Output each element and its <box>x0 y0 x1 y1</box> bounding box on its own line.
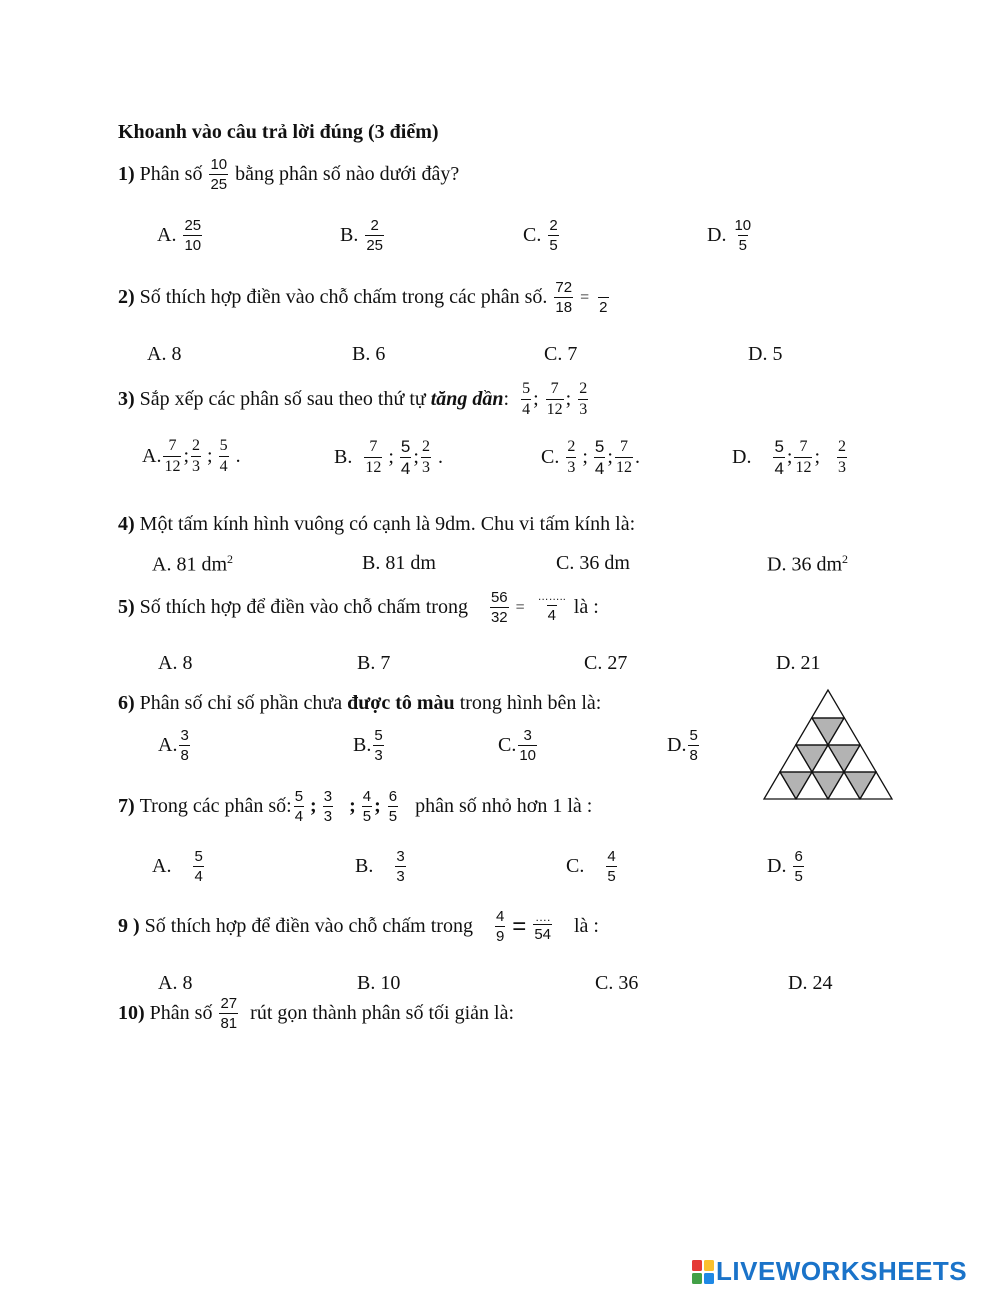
q7-option-d[interactable]: D. $\frac{6}{5}$ <box>767 848 803 885</box>
q2-option-d[interactable]: D. 5 <box>748 343 783 365</box>
q4-option-a[interactable]: A. 81 $dm^2$ <box>152 552 233 576</box>
shaded-triangle <box>796 745 828 772</box>
shaded-triangle <box>812 718 844 745</box>
triangle-figure <box>760 686 896 802</box>
q7-fraction-4: $\frac{6}{5}$ <box>388 788 398 825</box>
shaded-triangle <box>844 772 876 799</box>
q3-fraction-1: $\frac{5}{4}$ <box>522 380 531 418</box>
q7-text-post: phân số nhỏ hơn 1 là : <box>415 795 593 818</box>
q3-fraction-3: $\frac{2}{3}$ <box>579 380 588 418</box>
q3-number: 3) <box>118 388 135 411</box>
q7-number: 7) <box>118 795 135 818</box>
q7-fraction-3: $\frac{4}{5}$ <box>362 788 372 825</box>
q3-fraction-2: $\frac{7}{12}$ <box>546 380 563 418</box>
q2-option-a[interactable]: A. 8 <box>147 343 182 365</box>
q1-option-b[interactable]: B. $\frac{2}{25}$ <box>340 217 384 254</box>
q9-option-a[interactable]: A. 8 <box>158 972 193 994</box>
q5-text: Số thích hợp để điền vào chỗ chấm trong <box>139 596 468 619</box>
question-6 <box>118 692 601 715</box>
shaded-triangle <box>780 772 812 799</box>
q5-blank-fraction[interactable]: $\frac{\dots\dots..}{4}$ <box>537 591 566 624</box>
q6-option-b[interactable]: B. $\frac{5}{3}$ <box>353 727 383 764</box>
q2-fraction: $\frac{72}{18}$ <box>555 279 573 316</box>
question-1 <box>118 157 459 193</box>
q1-option-c[interactable]: C. $\frac{2}{5}$ <box>523 217 558 254</box>
question-4 <box>118 513 635 536</box>
q10-fraction: $\frac{27}{81}$ <box>220 995 238 1032</box>
q1-fraction: $\frac{10}{25}$ <box>210 156 228 193</box>
q2-number: 2) <box>118 286 135 309</box>
liveworksheets-logo <box>692 1256 967 1287</box>
q1-number: 1) <box>118 163 135 186</box>
q6-number: 6) <box>118 692 135 714</box>
q2-text: Số thích hợp điền vào chỗ chấm trong các phân số. <box>139 286 548 309</box>
q5-option-a[interactable]: A. 8 <box>158 652 193 674</box>
q7-option-b[interactable]: B. $\frac{3}{3}$ <box>355 848 405 885</box>
q10-number: 10) <box>118 1002 145 1025</box>
question-5 <box>118 590 599 626</box>
q9-fraction: $\frac{4}{9}$ <box>495 908 505 945</box>
q7-fraction-2: $\frac{3}{3}$ <box>323 788 333 825</box>
q3-option-b[interactable]: B. $\frac{7}{12}$ ; $\frac{5}{4}$ ; $\frac{2}{3}$ . <box>334 437 443 478</box>
q10-text-post: rút gọn thành phân số tối giản là: <box>250 1002 515 1025</box>
q6-option-d[interactable]: D. $\frac{5}{8}$ <box>667 727 698 764</box>
q3-text-pre: Sắp xếp các phân số sau theo thứ tự <box>139 388 426 411</box>
q9-text-post: là : <box>574 915 599 938</box>
q3-emphasis: tăng dần <box>430 388 504 411</box>
q1-text-pre: Phân số <box>139 163 203 186</box>
q7-fraction-1: $\frac{5}{4}$ <box>294 788 304 825</box>
q1-option-d[interactable]: D. $\frac{10}{5}$ <box>707 217 752 254</box>
q9-option-c[interactable]: C. 36 <box>595 972 639 994</box>
shaded-triangle <box>828 745 860 772</box>
liveworksheets-logo-icon <box>692 1259 716 1285</box>
q4-number: 4) <box>118 513 135 535</box>
q2-option-b[interactable]: B. 6 <box>352 343 386 365</box>
q7-option-c[interactable]: C. $\frac{4}{5}$ <box>566 848 616 885</box>
q6-text-post: trong hình bên là: <box>459 692 602 714</box>
q5-option-b[interactable]: B. 7 <box>357 652 391 674</box>
q9-text: Số thích hợp để điền vào chỗ chấm trong <box>144 915 473 938</box>
q7-text-pre: Trong các phân số: <box>139 795 292 818</box>
q5-number: 5) <box>118 596 135 619</box>
q4-option-b[interactable]: B. 81 dm <box>362 552 436 574</box>
q9-option-b[interactable]: B. 10 <box>357 972 401 994</box>
q5-option-c[interactable]: C. 27 <box>584 652 628 674</box>
section-heading: Khoanh vào câu trả lời đúng (3 điểm) <box>118 121 439 143</box>
question-10 <box>118 996 514 1032</box>
q9-option-d[interactable]: D. 24 <box>788 972 833 994</box>
q3-option-d[interactable]: D. $\frac{5}{4}$ ; $\frac{7}{12}$ ; $\frac{2}{3}$ <box>732 437 847 478</box>
q4-option-d[interactable]: D. 36 $dm^2$ <box>767 552 848 576</box>
q1-text-post: bằng phân số nào dưới đây? <box>235 163 460 186</box>
question-9 <box>118 909 599 945</box>
q9-number: 9 ) <box>118 915 140 938</box>
q5-text-post: là : <box>573 596 599 619</box>
question-7: 7) Trong các phân số: $\frac{5}{4}$ ; $\frac{3}{3}$ ; $\frac{4}{5}$ ; $\frac{6}{5}$ phân số nhỏ hơn 1 là : <box>118 788 593 825</box>
q7-option-a[interactable]: A. $\frac{5}{4}$ <box>152 848 203 885</box>
question-2 <box>118 280 613 316</box>
q5-option-d[interactable]: D. 21 <box>776 652 821 674</box>
q9-blank-fraction[interactable]: $\frac{\dots.}{54}$ <box>534 909 551 944</box>
q6-text-pre: Phân số chỉ số phần chưa <box>139 692 343 714</box>
liveworksheets-brand: LIVEWORKSHEETS <box>716 1256 968 1286</box>
q9-equals: = <box>512 912 527 940</box>
q3-option-a[interactable]: A. $\frac{7}{12}$ ; $\frac{2}{3}$ ; $\frac{5}{4}$ . <box>142 437 241 475</box>
q6-option-a[interactable]: A. $\frac{3}{8}$ <box>158 727 189 764</box>
q5-fraction: $\frac{56}{32}$ <box>490 589 508 626</box>
q1-option-a[interactable]: A. $\frac{25}{10}$ <box>157 217 202 254</box>
question-3: 3) Sắp xếp các phân số sau theo thứ tự tăng dần : $\frac{5}{4}$ ; $\frac{7}{12}$ ; $\frac{2}{3}$ <box>118 380 588 418</box>
q2-equals: = <box>580 288 590 306</box>
q2-option-c[interactable]: C. 7 <box>544 343 578 365</box>
q10-text-pre: Phân số <box>149 1002 213 1025</box>
q4-option-c[interactable]: C. 36 dm <box>556 552 630 574</box>
shaded-triangle <box>812 772 844 799</box>
q2-blank-fraction[interactable]: 2 <box>599 298 608 316</box>
q6-option-c[interactable]: C. $\frac{3}{10}$ <box>498 727 537 764</box>
q5-equals: = <box>515 598 525 616</box>
q3-option-c[interactable]: C. $\frac{2}{3}$ ; $\frac{5}{4}$ ; $\frac{7}{12}$ . <box>541 437 640 478</box>
q6-text-bold: được tô màu <box>347 692 455 714</box>
q4-text: Một tấm kính hình vuông có cạnh là 9dm. Chu vi tấm kính là: <box>139 513 636 535</box>
